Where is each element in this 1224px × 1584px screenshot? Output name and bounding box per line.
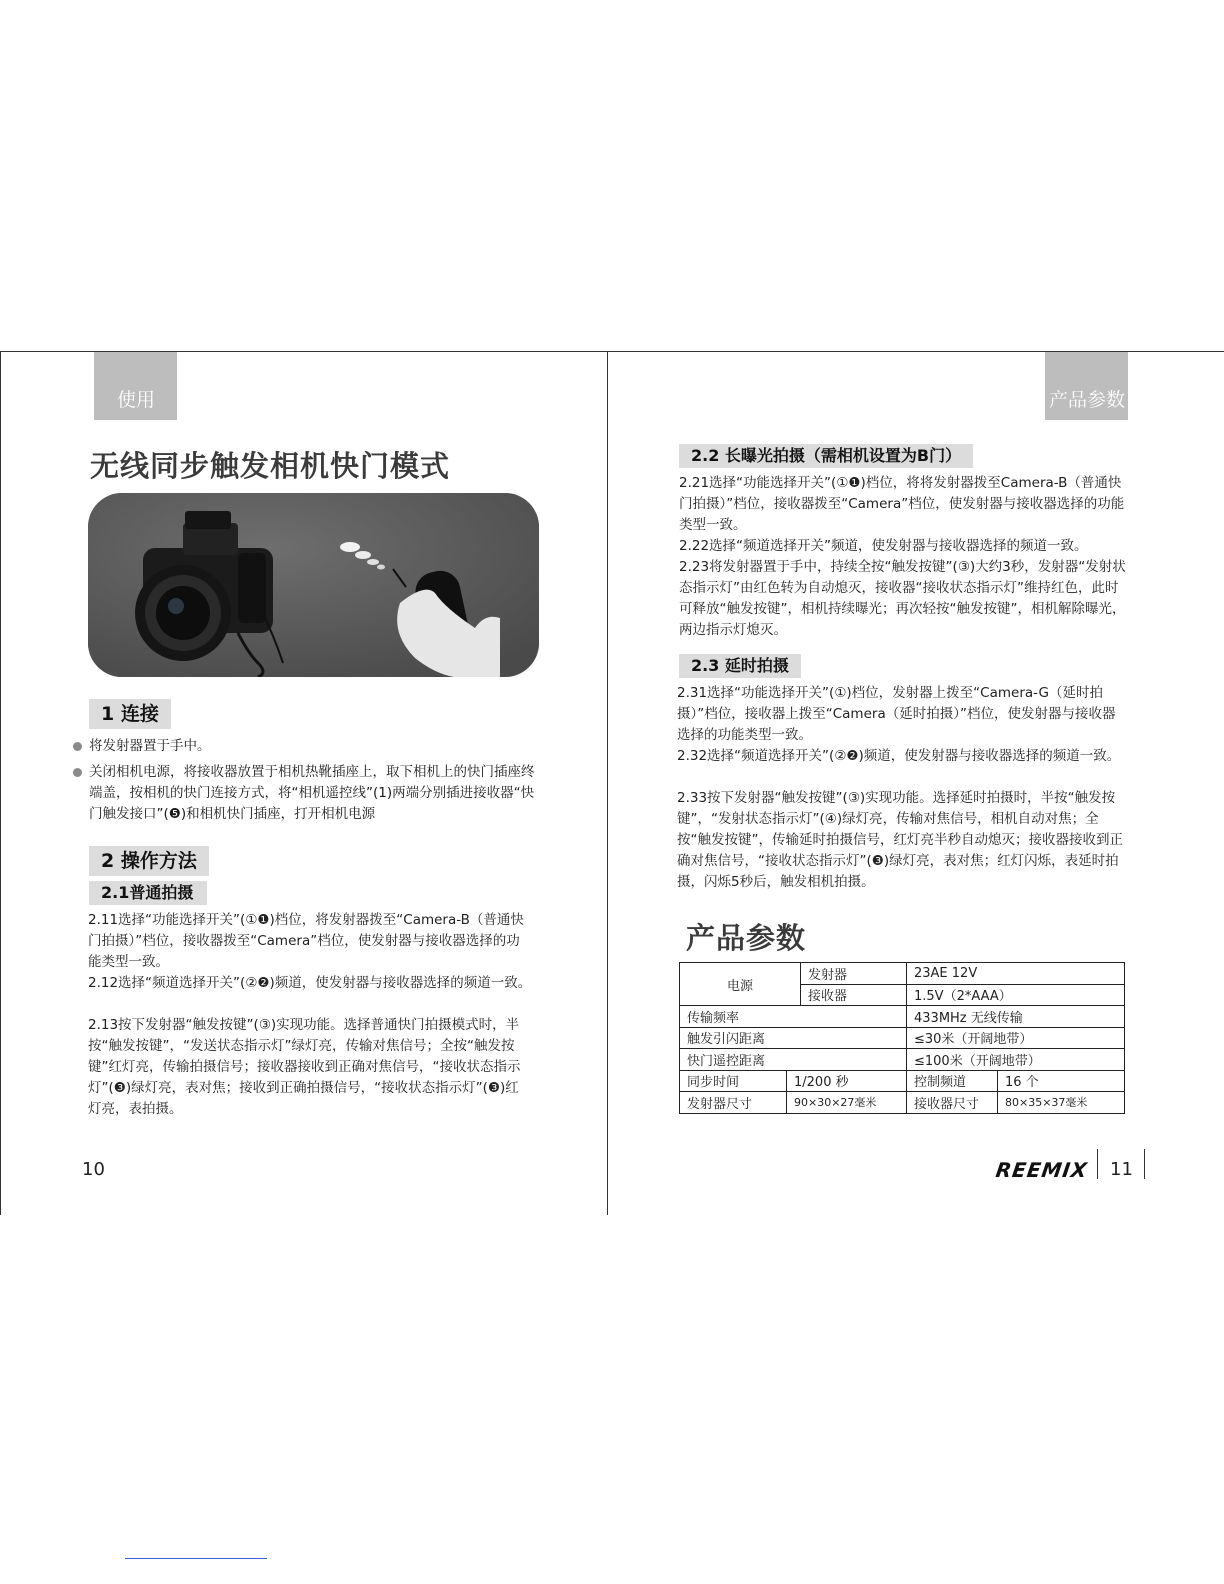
page-spine bbox=[607, 351, 608, 1215]
brand-logo: REEMIX bbox=[994, 1158, 1090, 1182]
page-number-left: 10 bbox=[82, 1159, 105, 1180]
paragraph-2-23: 2.23将发射器置于手中，持续全按“触发按键”(③)大约3秒，发射器“发射状态指示灯”由红色转为自动熄灭，接收器“接收状态指示灯”维持红色，此时可释放“触发按键”，相机持续曝光；再次轻按“触发按键”，相机解除曝光，两边指示灯熄灭。 bbox=[679, 559, 1126, 638]
spec-table bbox=[679, 962, 1125, 1114]
paragraph-2-13: 2.13按下发射器“触发按键”(③)实现功能。选择普通快门拍摄模式时，半按“触发按键”，“发送状态指示灯”绿灯亮，传输对焦信号；全按“触发按键”红灯亮，传输拍摄信号；接收器接收到正确对焦信号，“接收状态指示灯”(❸)绿灯亮，表对焦；接收到正确拍摄信号，“接收状态指示灯”(❸)红灯亮，表拍摄。 bbox=[88, 1017, 521, 1117]
paragraph-2-22: 2.22选择“频道选择开关”频道，使发射器与接收器选择的频道一致。 bbox=[679, 538, 1088, 554]
paragraph-2-32: 2.32选择“频道选择开关”(②❷)频道，使发射器与接收器选择的频道一致。 bbox=[677, 748, 1121, 764]
footnote-rule bbox=[125, 1558, 267, 1559]
section-heading-long-exposure: 2.2 长曝光拍摄（需相机设置为B门） bbox=[679, 444, 973, 468]
footer-divider bbox=[1097, 1149, 1098, 1179]
table-row: 电源 发射器 23AE 12V bbox=[680, 963, 1125, 985]
table-row: 接收器 1.5V（2*AAA） bbox=[680, 984, 1125, 1006]
paragraph-2-31: 2.31选择“功能选择开关”(①)档位，发射器上拨至“Camera-G（延时拍摄）”档位，接收器上拨至“Camera（延时拍摄）”档位，使发射器与接收器选择的功能类型一致。 bbox=[677, 685, 1116, 743]
section-tab-left bbox=[94, 352, 177, 420]
footer-divider bbox=[1144, 1149, 1145, 1179]
paragraph-2-11: 2.11选择“功能选择开关”(①❶)档位，将发射器拨至“Camera-B（普通快门拍摄）”档位，接收器拨至“Camera”档位，使发射器与接收器选择的功能类型一致。 bbox=[88, 912, 524, 970]
subsection-heading-normal: 2.1普通拍摄 bbox=[89, 881, 207, 905]
table-row: 传输频率 433MHz 无线传输 bbox=[680, 1006, 1125, 1028]
paragraph-2-21: 2.21选择“功能选择开关”(①❶)档位，将将发射器拨至Camera-B（普通快门拍摄）”档位，接收器拨至“Camera”档位，使发射器与接收器选择的功能类型一致。 bbox=[679, 475, 1125, 533]
page-number-right: 11 bbox=[1110, 1159, 1133, 1180]
paragraph-2-12: 2.12选择“频道选择开关”(②❷)频道，使发射器与接收器选择的频道一致。 bbox=[88, 975, 532, 991]
spec-title: 产品参数 bbox=[686, 921, 807, 955]
table-row: 发射器尺寸 90×30×27毫米 接收器尺寸 80×35×37毫米 bbox=[680, 1092, 1125, 1114]
bullet-icon bbox=[73, 768, 82, 777]
section-heading-delay: 2.3 延时拍摄 bbox=[679, 654, 801, 678]
left-page-edge bbox=[0, 351, 1, 1215]
bullet-icon bbox=[73, 742, 82, 751]
page-title: 无线同步触发相机快门模式 bbox=[90, 449, 451, 483]
spread-top-rule bbox=[0, 351, 1224, 352]
section-tab-label: 产品参数 bbox=[1049, 389, 1126, 411]
table-row: 同步时间 1/200 秒 控制频道 16 个 bbox=[680, 1070, 1125, 1092]
table-row: 触发引闪距离 ≤30米（开阔地带） bbox=[680, 1027, 1125, 1049]
section-tab-label: 使用 bbox=[117, 389, 156, 411]
section-heading-operation: 2 操作方法 bbox=[89, 846, 209, 876]
section-tab-right bbox=[1045, 352, 1128, 420]
camera-remote-illustration bbox=[88, 493, 539, 677]
section-heading-connect: 1 连接 bbox=[89, 699, 171, 729]
table-row: 快门遥控距离 ≤100米（开阔地带） bbox=[680, 1049, 1125, 1071]
paragraph-2-33: 2.33按下发射器“触发按键”(③)实现功能。选择延时拍摄时，半按“触发按键”，“发射状态指示灯”(④)绿灯亮，传输对焦信号，相机自动对焦；全按“触发按键”，传输延时拍摄信号，红灯亮半秒自动熄灭；接收器接收到正确对焦信号，“接收状态指示灯”(❸)绿灯亮，表对焦；红灯闪烁，表延时拍摄，闪烁5秒后，触发相机拍摄。 bbox=[677, 790, 1123, 890]
product-photo bbox=[88, 493, 539, 677]
